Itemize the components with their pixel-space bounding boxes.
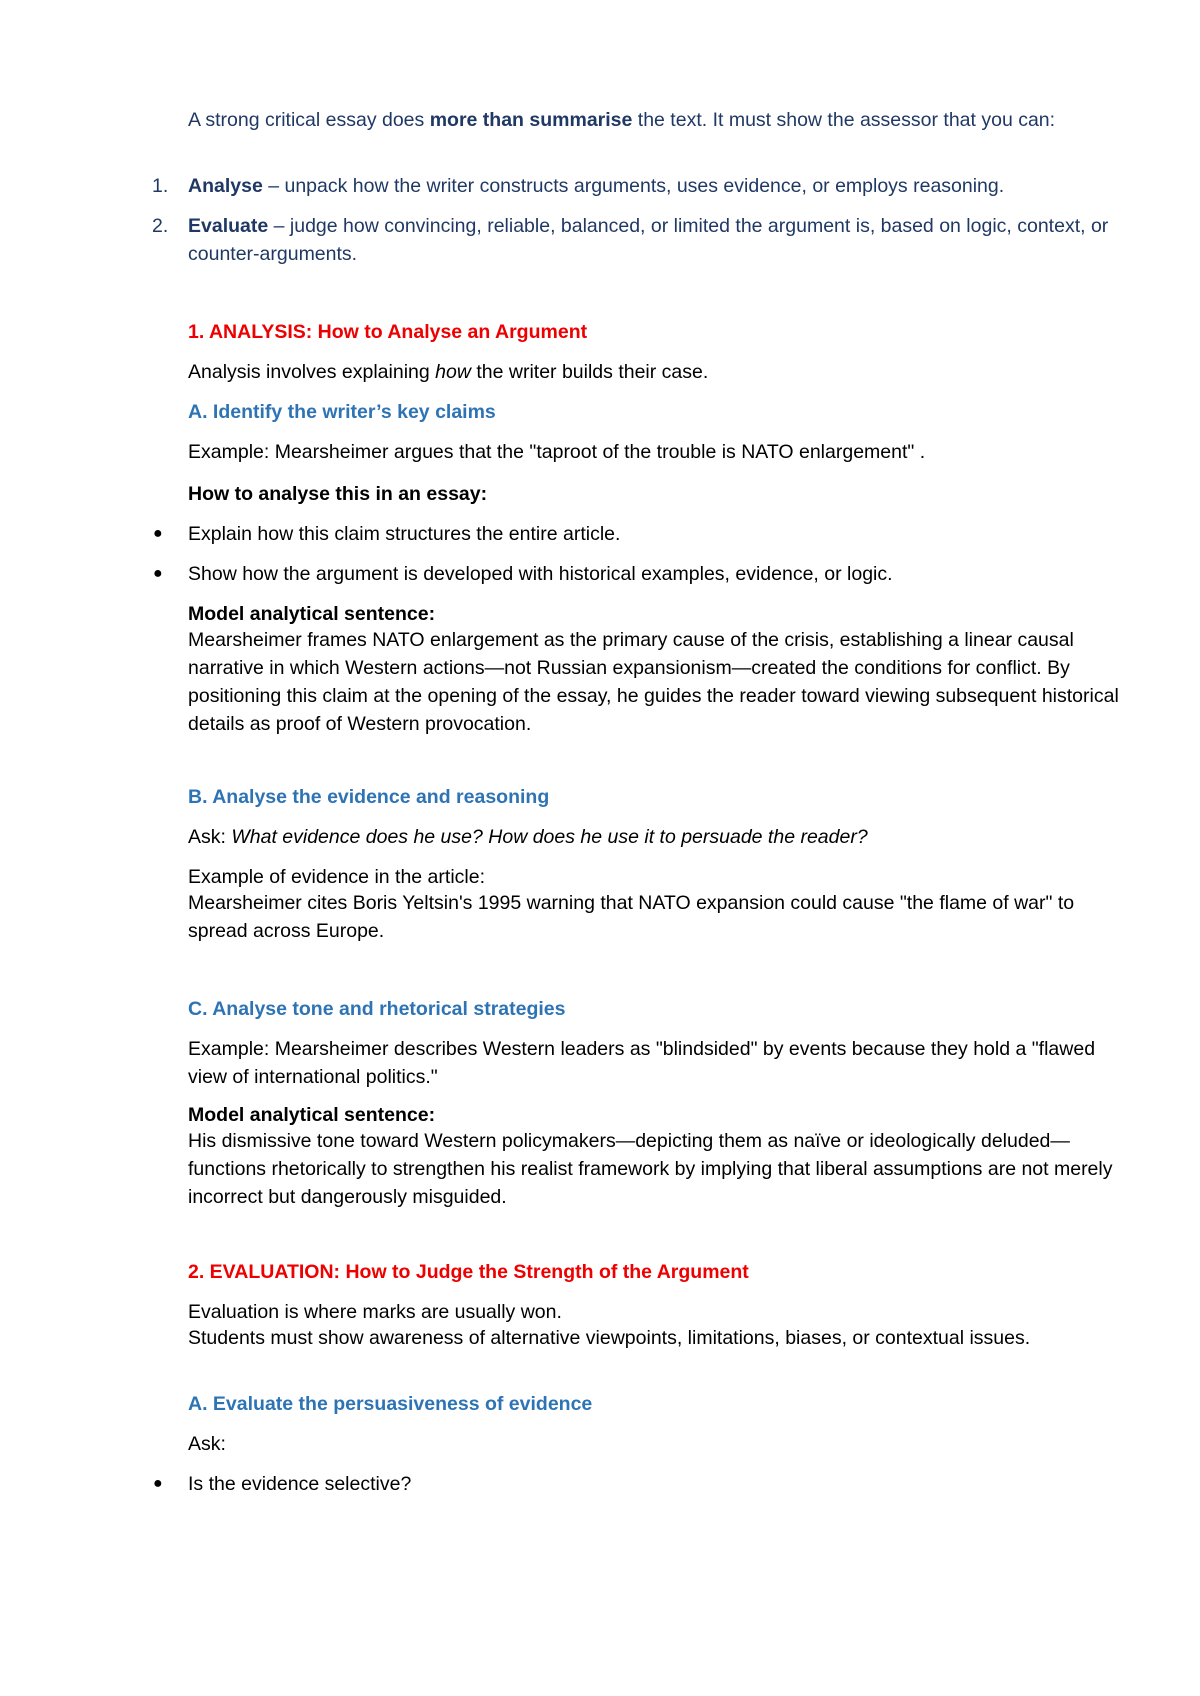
- list-term: Analyse: [188, 175, 263, 197]
- claims-example: Example: Mearsheimer argues that the "taproot of the trouble is NATO enlargement" .: [188, 441, 926, 463]
- evidence-subheading: B. Analyse the evidence and reasoning: [188, 786, 550, 808]
- intro-list-item: [188, 172, 1138, 200]
- intro-emphasis: more than summarise: [429, 109, 633, 131]
- tone-subheading: C. Analyse tone and rhetorical strategies: [188, 998, 566, 1020]
- evaluation-heading: 2. EVALUATION: How to Judge the Strength of the Argument: [188, 1261, 749, 1283]
- model-sentence-text: His dismissive tone toward Western policymakers—depicting them as naïve or ideologically deluded—functions rhetorically to strengthen his realist framework by implying that liberal assumptions are not merely incorrect but dangerously misguided.: [188, 1130, 1113, 1208]
- bullet-icon: ●: [153, 525, 163, 542]
- tone-example: Example: Mearsheimer describes Western leaders as "blindsided" by events because they hold a "flawed view of international politics.": [188, 1038, 1096, 1088]
- howto-label: How to analyse this in an essay:: [188, 483, 488, 505]
- model-sentence-label: Model analytical sentence:: [188, 1104, 436, 1126]
- list-marker: 2.: [152, 215, 169, 237]
- intro-list-item: [188, 212, 1138, 268]
- persuasiveness-ask: Ask:: [188, 1433, 226, 1455]
- intro-text-start: A strong critical essay does: [188, 109, 430, 131]
- analysis-intro: [188, 358, 1138, 386]
- list-term: Evaluate: [188, 215, 269, 237]
- evaluation-line: Students must show awareness of alternative viewpoints, limitations, biases, or contextual issues.: [188, 1327, 1031, 1349]
- persuasiveness-subheading: A. Evaluate the persuasiveness of evidence: [188, 1393, 593, 1415]
- evidence-example-label: Example of evidence in the article:: [188, 866, 485, 888]
- claims-subheading: A. Identify the writer’s key claims: [188, 401, 496, 423]
- intro-paragraph: [188, 106, 1138, 134]
- list-description: – judge how convincing, reliable, balanced, or limited the argument is, based on logic, context, or counter-arguments.: [188, 215, 1109, 265]
- bullet-item: Show how the argument is developed with historical examples, evidence, or logic.: [188, 563, 893, 585]
- evidence-ask: [188, 823, 1138, 851]
- evidence-example-text: Mearsheimer cites Boris Yeltsin's 1995 warning that NATO expansion could cause "the flame of war" to spread across Europe.: [188, 892, 1075, 942]
- ask-question: What evidence does he use? How does he use it to persuade the reader?: [231, 826, 868, 848]
- evaluation-line: Evaluation is where marks are usually won.: [188, 1301, 562, 1323]
- bullet-item: Is the evidence selective?: [188, 1473, 412, 1495]
- bullet-icon: ●: [153, 1475, 163, 1492]
- analysis-heading: 1. ANALYSIS: How to Analyse an Argument: [188, 321, 588, 343]
- analysis-intro-start: Analysis involves explaining: [188, 361, 436, 383]
- bullet-icon: ●: [153, 565, 163, 582]
- ask-label: Ask:: [188, 826, 232, 848]
- intro-text-end: the text. It must show the assessor that you can:: [632, 109, 1056, 131]
- analysis-intro-emphasis: how: [435, 361, 471, 383]
- model-sentence-label: Model analytical sentence:: [188, 603, 436, 625]
- list-description: – unpack how the writer constructs arguments, uses evidence, or employs reasoning.: [262, 175, 1005, 197]
- bullet-item: Explain how this claim structures the entire article.: [188, 523, 621, 545]
- model-sentence-text: Mearsheimer frames NATO enlargement as the primary cause of the crisis, establishing a linear causal narrative in which Western actions—not Russian expansionism—created the conditions for conflict. By positioning this claim at the opening of the essay, he guides the reader toward viewing subsequent historical details as proof of Western provocation.: [188, 629, 1119, 735]
- list-marker: 1.: [152, 175, 169, 197]
- analysis-intro-end: the writer builds their case.: [470, 361, 709, 383]
